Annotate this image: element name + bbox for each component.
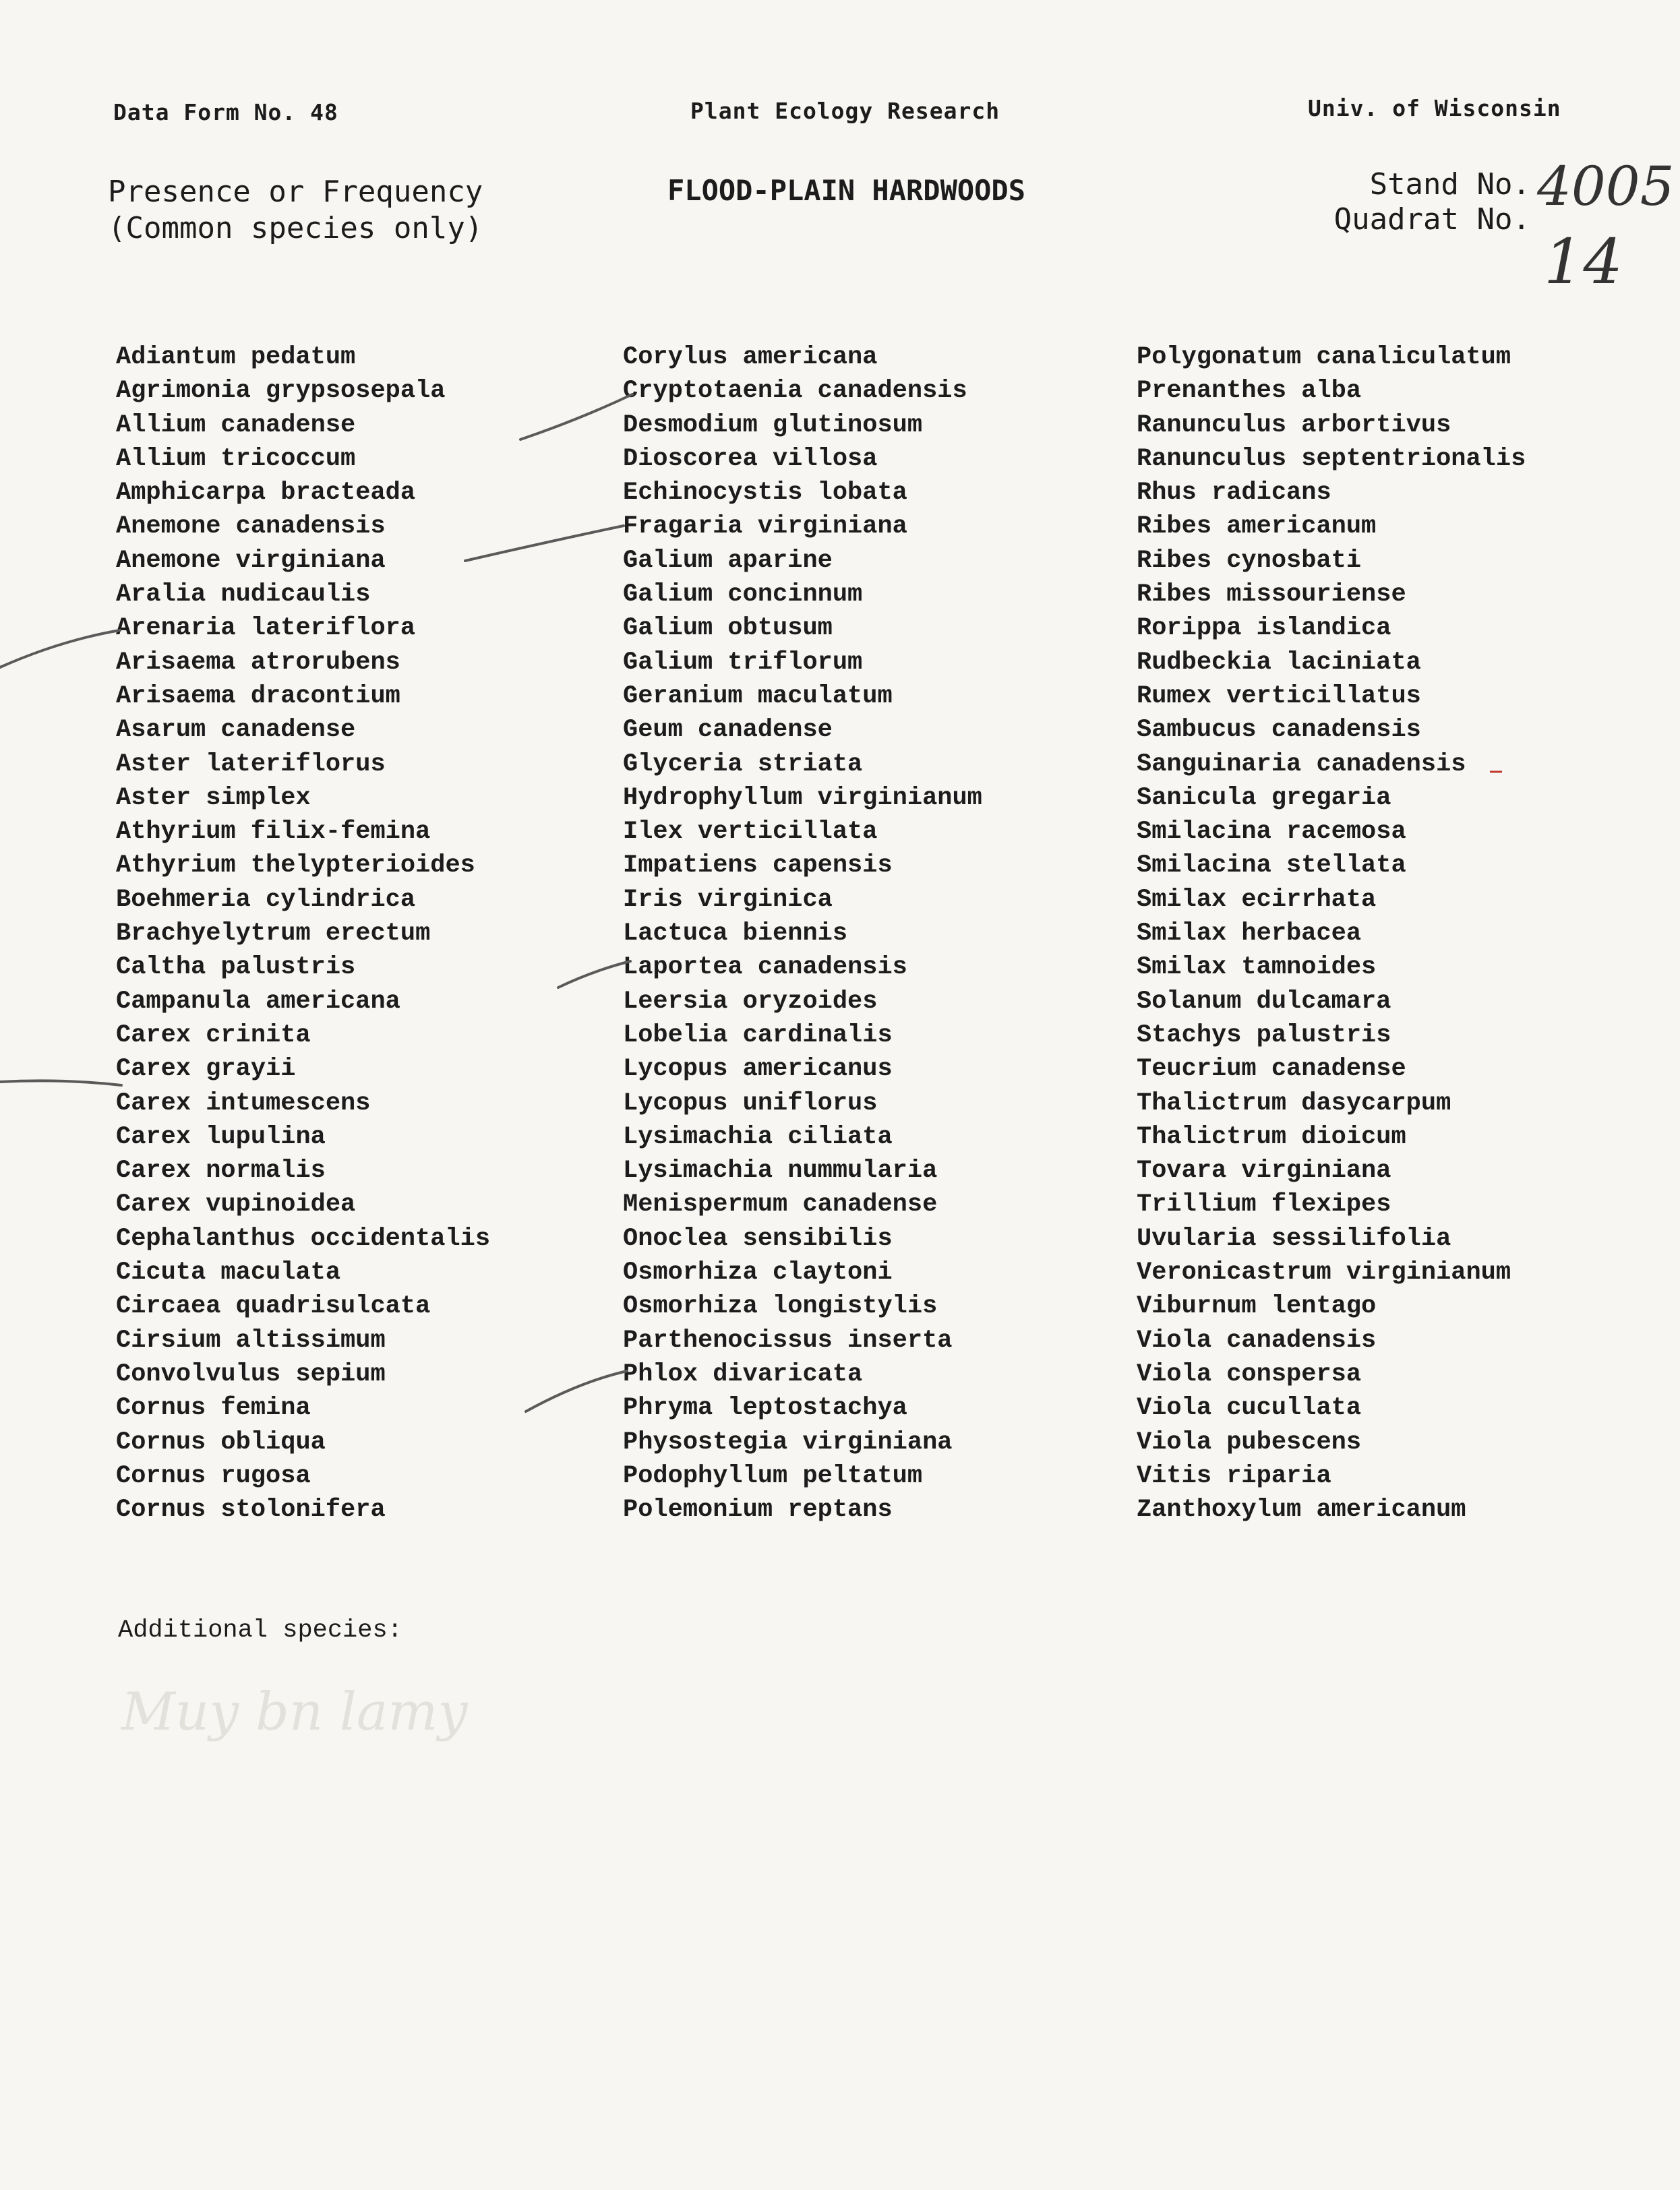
species-item: Ranunculus septentrionalis: [1137, 444, 1526, 473]
species-item: Podophyllum peltatum: [623, 1461, 923, 1490]
species-item: Brachyelytrum erectum: [116, 919, 431, 948]
species-item: Anemone virginiana: [116, 546, 386, 575]
species-item: Smilacina racemosa: [1137, 818, 1406, 847]
species-item: Caltha palustris: [116, 953, 356, 982]
species-item: Rumex verticillatus: [1137, 681, 1421, 710]
species-item: Zanthoxylum americanum: [1137, 1496, 1466, 1525]
species-item: Circaea quadrisulcata: [116, 1292, 431, 1321]
species-item: Arenaria lateriflora: [116, 614, 416, 643]
species-item: Stachys palustris: [1137, 1021, 1391, 1050]
subtitle-line-2: (Common species only): [108, 211, 483, 245]
species-item: Polemonium reptans: [623, 1496, 893, 1525]
species-item: Prenanthes alba: [1137, 377, 1362, 406]
species-item: Desmodium glutinosum: [623, 410, 923, 439]
species-item: Viola conspersa: [1137, 1360, 1362, 1389]
species-item: Lactuca biennis: [623, 919, 848, 948]
species-item: Aster simplex: [116, 783, 311, 812]
species-item: Smilax tamnoides: [1137, 953, 1377, 982]
species-item: Adiantum pedatum: [116, 343, 356, 371]
species-item: Aralia nudicaulis: [116, 580, 371, 609]
species-item: Allium tricoccum: [116, 444, 356, 473]
species-item: Ribes missouriense: [1137, 580, 1406, 609]
species-item: Athyrium thelypterioides: [116, 851, 475, 880]
species-item: Arisaema dracontium: [116, 681, 400, 710]
additional-species-label: Additional species:: [118, 1616, 402, 1645]
species-item: Lycopus americanus: [623, 1055, 893, 1084]
species-item: Athyrium filix-femina: [116, 818, 431, 847]
species-item: Corylus americana: [623, 343, 878, 371]
species-item: Galium concinnum: [623, 580, 863, 609]
species-item: Ribes americanum: [1137, 512, 1377, 541]
faint-handwritten-note: Muy bn lamy: [121, 1682, 468, 1742]
species-item: Lysimachia nummularia: [623, 1157, 938, 1186]
species-item: Rudbeckia laciniata: [1137, 648, 1421, 677]
species-item: Sanicula gregaria: [1137, 783, 1391, 812]
species-item: Geranium maculatum: [623, 681, 893, 710]
species-item: Osmorhiza claytoni: [623, 1258, 893, 1287]
species-item: Fragaria virginiana: [623, 512, 907, 541]
species-item: Carex normalis: [116, 1157, 326, 1186]
species-item: Veronicastrum virginianum: [1137, 1258, 1511, 1287]
species-item: Trillium flexipes: [1137, 1190, 1391, 1219]
species-item: Iris virginica: [623, 885, 833, 914]
check-mark-carex-grayii: [0, 1081, 121, 1085]
species-item: Osmorhiza longistylis: [623, 1292, 938, 1321]
species-item: Allium canadense: [116, 410, 356, 439]
species-item: Anemone canadensis: [116, 512, 386, 541]
species-item: Rhus radicans: [1137, 479, 1331, 508]
quadrat-no-value: 14: [1544, 226, 1623, 298]
species-item: Onoclea sensibilis: [623, 1224, 893, 1253]
species-item: Cirsium altissimum: [116, 1326, 386, 1355]
species-item: Asarum canadense: [116, 716, 356, 745]
species-item: Dioscorea villosa: [623, 444, 878, 473]
check-mark-desmodium: [520, 394, 632, 439]
species-item: Lobelia cardinalis: [623, 1021, 893, 1050]
species-item: Phlox divaricata: [623, 1360, 863, 1389]
species-item: Lycopus uniflorus: [623, 1089, 878, 1118]
check-mark-fragaria: [465, 526, 624, 561]
species-item: Hydrophyllum virginianum: [623, 783, 982, 812]
species-item: Leersia oryzoides: [623, 987, 878, 1016]
university-header: Univ. of Wisconsin: [1308, 95, 1561, 121]
species-item: Cryptotaenia canadensis: [623, 377, 967, 406]
species-item: Carex grayii: [116, 1055, 296, 1084]
species-item: Uvularia sessilifolia: [1137, 1224, 1451, 1253]
species-item: Viburnum lentago: [1137, 1292, 1377, 1321]
species-item: Ribes cynosbati: [1137, 546, 1362, 575]
species-item: Galium obtusum: [623, 614, 833, 643]
species-item: Thalictrum dasycarpum: [1137, 1089, 1451, 1118]
species-item: Viola canadensis: [1137, 1326, 1377, 1355]
species-item: Rorippa islandica: [1137, 614, 1391, 643]
page-title: FLOOD-PLAIN HARDWOODS: [667, 174, 1026, 207]
check-mark-laportea: [558, 961, 630, 987]
species-item: Laportea canadensis: [623, 953, 907, 982]
species-item: Teucrium canadense: [1137, 1055, 1406, 1084]
species-item: Galium aparine: [623, 546, 833, 575]
species-item: Carex crinita: [116, 1021, 311, 1050]
species-item: Cornus femina: [116, 1394, 311, 1423]
species-item: Cicuta maculata: [116, 1258, 341, 1287]
species-item: Tovara virginiana: [1137, 1157, 1391, 1186]
stand-no-label: Stand No.: [1369, 167, 1530, 202]
species-item: Smilacina stellata: [1137, 851, 1406, 880]
species-item: Menispermum canadense: [623, 1190, 938, 1219]
species-item: Carex vupinoidea: [116, 1190, 356, 1219]
species-item: Echinocystis lobata: [623, 479, 907, 508]
species-item: Ilex verticillata: [623, 818, 878, 847]
check-mark-phlox: [526, 1371, 627, 1411]
species-item: Glyceria striata: [623, 750, 863, 779]
species-item: Smilax herbacea: [1137, 919, 1362, 948]
species-item: Thalictrum dioicum: [1137, 1122, 1406, 1151]
form-number: Data Form No. 48: [113, 99, 338, 125]
species-item: Campanula americana: [116, 987, 400, 1016]
species-item: Lysimachia ciliata: [623, 1122, 893, 1151]
quadrat-no-label: Quadrat No.: [1333, 202, 1530, 237]
species-item: Viola pubescens: [1137, 1428, 1362, 1457]
species-item: Vitis riparia: [1137, 1461, 1331, 1490]
species-item: Agrimonia grypsosepala: [116, 377, 446, 406]
species-item: Aster lateriflorus: [116, 750, 386, 779]
species-item: Cornus rugosa: [116, 1461, 311, 1490]
species-item: Arisaema atrorubens: [116, 648, 400, 677]
check-mark-arenaria: [0, 630, 120, 667]
species-item: Carex lupulina: [116, 1122, 326, 1151]
species-item: Sambucus canadensis: [1137, 716, 1421, 745]
species-item: Parthenocissus inserta: [623, 1326, 953, 1355]
species-item: Sanguinaria canadensis: [1137, 750, 1466, 779]
species-item: Boehmeria cylindrica: [116, 885, 416, 914]
species-item: Geum canadense: [623, 716, 833, 745]
species-item: Cephalanthus occidentalis: [116, 1224, 491, 1253]
species-item: Physostegia virginiana: [623, 1428, 953, 1457]
research-header: Plant Ecology Research: [690, 98, 1000, 124]
species-item: Polygonatum canaliculatum: [1137, 343, 1511, 371]
species-item: Amphicarpa bracteada: [116, 479, 416, 508]
species-item: Carex intumescens: [116, 1089, 371, 1118]
species-item: Ranunculus arbortivus: [1137, 410, 1451, 439]
subtitle-line-1: Presence or Frequency: [108, 175, 483, 209]
species-item: Smilax ecirrhata: [1137, 885, 1377, 914]
species-item: Impatiens capensis: [623, 851, 893, 880]
species-item: Solanum dulcamara: [1137, 987, 1391, 1016]
species-item: Galium triflorum: [623, 648, 863, 677]
species-item: Viola cucullata: [1137, 1394, 1362, 1423]
species-item: Cornus obliqua: [116, 1428, 326, 1457]
species-item: Phryma leptostachya: [623, 1394, 907, 1423]
stand-no-value: 4005: [1537, 155, 1675, 218]
species-item: Convolvulus sepium: [116, 1360, 386, 1389]
species-item: Cornus stolonifera: [116, 1496, 386, 1525]
